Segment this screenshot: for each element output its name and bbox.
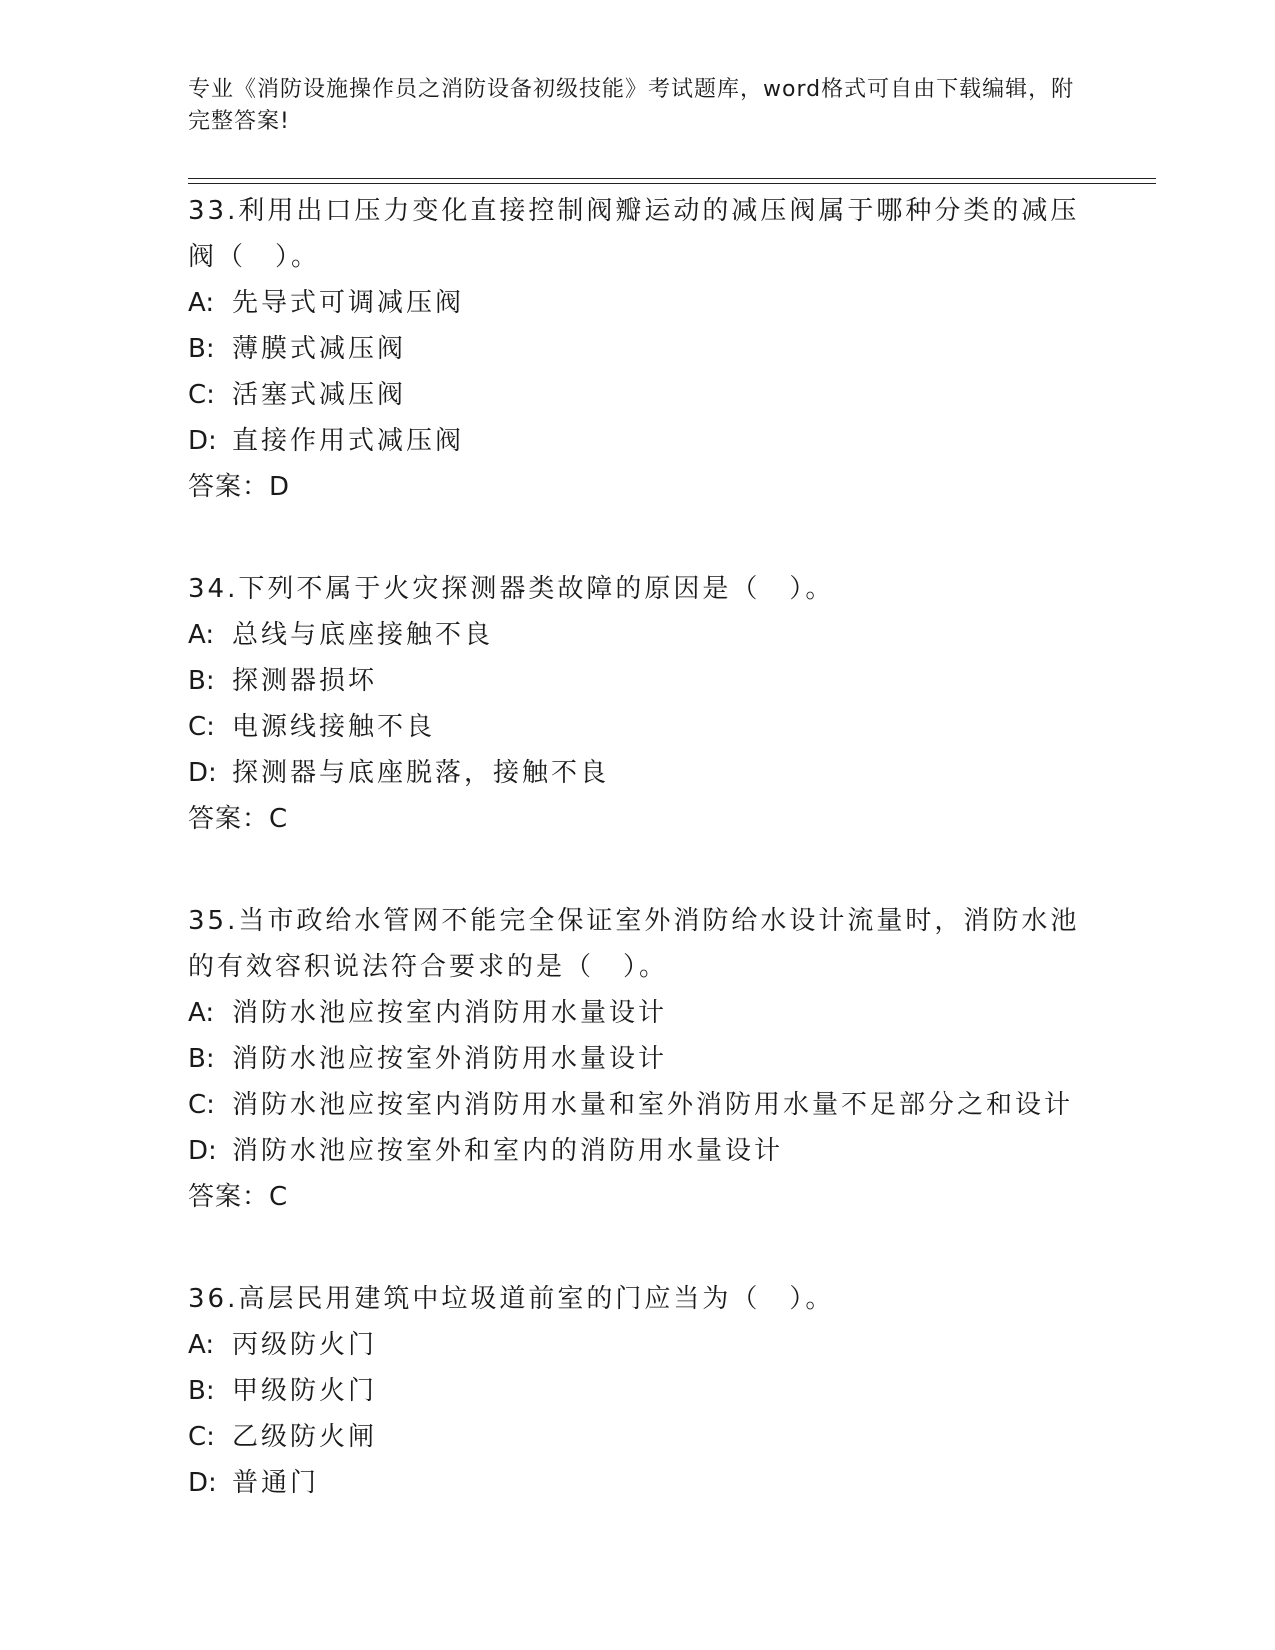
option-text: 总线与底座接触不良	[232, 620, 494, 650]
question-36	[188, 1276, 1088, 1506]
option-key: D:	[188, 758, 217, 788]
option-d	[188, 418, 1088, 464]
option-b	[188, 658, 1088, 704]
option-text: 探测器与底座脱落，接触不良	[232, 758, 610, 788]
option-d	[188, 750, 1088, 796]
option-a	[188, 1322, 1088, 1368]
option-c	[188, 1414, 1088, 1460]
option-text: 普通门	[232, 1468, 320, 1498]
option-text: 乙级防火闸	[232, 1422, 378, 1452]
option-key: B:	[188, 1044, 215, 1074]
option-text: 消防水池应按室内消防用水量和室外消防用水量不足部分之和设计	[232, 1090, 1074, 1120]
question-stem: 35.当市政给水管网不能完全保证室外消防给水设计流量时，消防水池的有效容积说法符合要求的是（ ）。	[188, 906, 1080, 982]
option-text: 先导式可调减压阀	[232, 288, 465, 318]
answer-line: 答案：D	[188, 472, 291, 502]
option-text: 电源线接触不良	[232, 712, 436, 742]
option-key: A:	[188, 998, 215, 1028]
option-text: 甲级防火门	[232, 1376, 378, 1406]
option-key: B:	[188, 334, 215, 364]
option-text: 探测器损坏	[232, 666, 378, 696]
option-text: 直接作用式减压阀	[232, 426, 465, 456]
option-key: A:	[188, 1330, 215, 1360]
option-c	[188, 704, 1088, 750]
question-stem: 34.下列不属于火灾探测器类故障的原因是（ ）。	[188, 574, 835, 604]
header-divider-bottom	[188, 183, 1156, 184]
option-c	[188, 1082, 1088, 1128]
question-35	[188, 898, 1088, 1220]
option-b	[188, 1036, 1088, 1082]
option-text: 薄膜式减压阀	[232, 334, 407, 364]
question-33	[188, 188, 1088, 510]
question-34	[188, 566, 1088, 842]
question-stem: 33.利用出口压力变化直接控制阀瓣运动的减压阀属于哪种分类的减压阀（ ）。	[188, 196, 1080, 272]
option-key: C:	[188, 1090, 215, 1120]
option-text: 消防水池应按室内消防用水量设计	[232, 998, 668, 1028]
question-list	[188, 188, 1088, 1562]
option-d	[188, 1128, 1088, 1174]
option-key: A:	[188, 620, 215, 650]
header-divider-top	[188, 178, 1156, 179]
question-stem: 36.高层民用建筑中垃圾道前室的门应当为（ ）。	[188, 1284, 835, 1314]
option-text: 丙级防火门	[232, 1330, 378, 1360]
option-b	[188, 326, 1088, 372]
option-key: B:	[188, 666, 215, 696]
option-key: D:	[188, 1468, 217, 1498]
option-d	[188, 1460, 1088, 1506]
option-a	[188, 612, 1088, 658]
option-key: C:	[188, 380, 215, 410]
option-key: C:	[188, 712, 215, 742]
option-a	[188, 280, 1088, 326]
option-key: D:	[188, 426, 217, 456]
option-a	[188, 990, 1088, 1036]
document-intro: 专业《消防设施操作员之消防设备初级技能》考试题库，word格式可自由下载编辑，附完整答案!	[188, 77, 1075, 134]
option-key: D:	[188, 1136, 217, 1166]
option-key: A:	[188, 288, 215, 318]
option-c	[188, 372, 1088, 418]
option-b	[188, 1368, 1088, 1414]
option-key: C:	[188, 1422, 215, 1452]
answer-line: 答案：C	[188, 804, 289, 834]
answer-line: 答案：C	[188, 1182, 289, 1212]
option-key: B:	[188, 1376, 215, 1406]
option-text: 消防水池应按室外消防用水量设计	[232, 1044, 668, 1074]
option-text: 活塞式减压阀	[232, 380, 407, 410]
option-text: 消防水池应按室外和室内的消防用水量设计	[232, 1136, 784, 1166]
